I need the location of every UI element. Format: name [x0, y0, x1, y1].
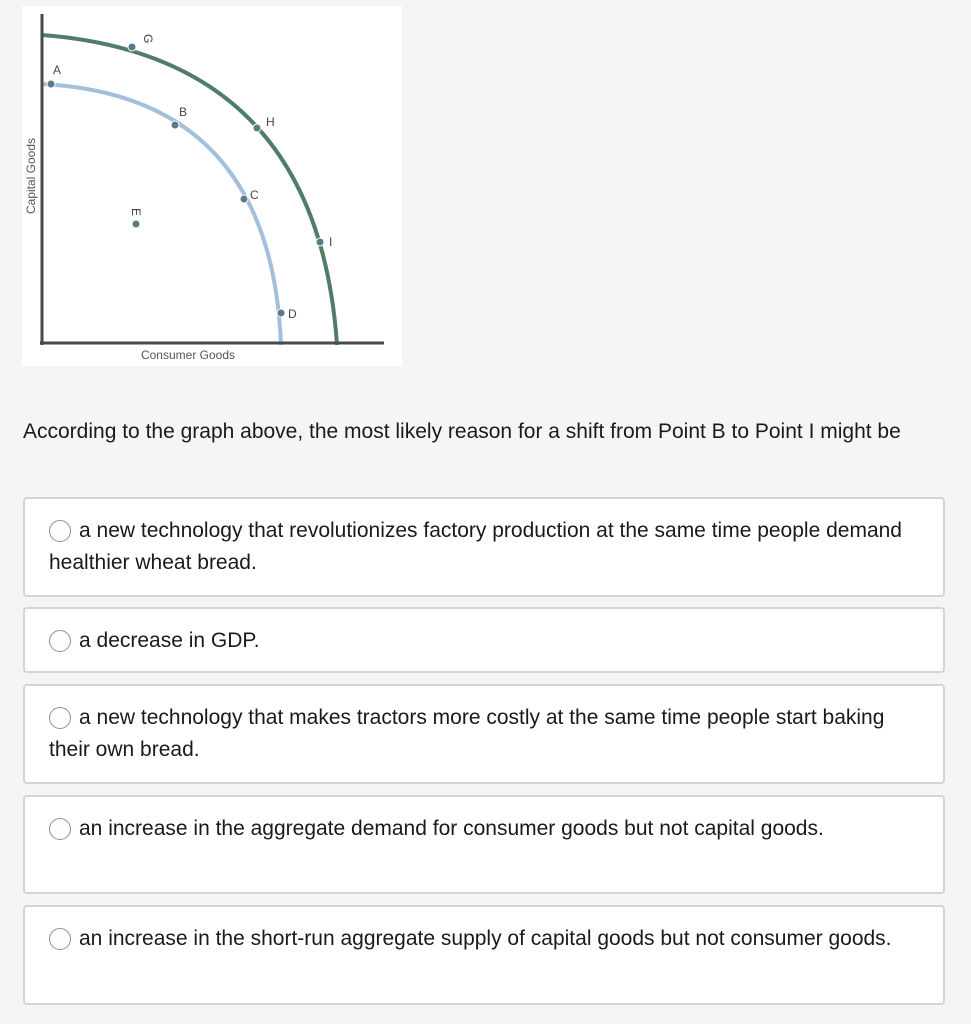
answer-option-2-label: a decrease in GDP.: [79, 629, 260, 652]
point-i-label: I: [329, 235, 333, 249]
point-d-label: D: [288, 307, 297, 321]
radio-button-4[interactable]: [49, 818, 71, 840]
ppf-graph-svg: [22, 6, 402, 366]
question-text: According to the graph above, the most likely reason for a shift from Point B to Point I might be: [23, 420, 901, 443]
answer-option-4[interactable]: [23, 795, 945, 894]
radio-button-2[interactable]: [49, 630, 71, 652]
point-h-label: H: [266, 115, 275, 129]
point-i-marker: [316, 238, 324, 246]
ppf-graph: [22, 6, 402, 366]
answer-option-3[interactable]: [23, 684, 945, 784]
x-axis-label: Consumer Goods: [140, 348, 236, 362]
answer-option-4-label: an increase in the aggregate demand for consumer goods but not capital goods.: [79, 817, 824, 840]
point-d-marker: [277, 309, 285, 317]
point-g-marker: [128, 43, 136, 51]
answer-option-3-label: a new technology that makes tractors more costly at the same time people start baking their own bread.: [49, 706, 885, 761]
point-c-label: C: [250, 188, 259, 202]
point-a-label: A: [53, 63, 62, 77]
y-axis-label: Capital Goods: [24, 137, 38, 215]
outer-ppf-curve: [42, 35, 337, 345]
answer-option-5[interactable]: [23, 905, 945, 1005]
point-b-label: B: [179, 105, 188, 119]
point-e-marker: [132, 220, 140, 228]
radio-button-3[interactable]: [49, 707, 71, 729]
radio-button-5[interactable]: [49, 928, 71, 950]
answer-option-1[interactable]: [23, 497, 945, 597]
answer-option-5-label: an increase in the short-run aggregate supply of capital goods but not consumer goods.: [79, 927, 892, 950]
answer-option-1-label: a new technology that revolutionizes factory production at the same time people demand healthier wheat bread.: [49, 519, 902, 574]
point-h-marker: [253, 124, 261, 132]
point-a-marker: [47, 80, 55, 88]
answer-option-2[interactable]: [23, 607, 945, 673]
point-g-label: G: [141, 34, 155, 44]
inner-ppf-curve: [42, 84, 281, 345]
radio-button-1[interactable]: [49, 520, 71, 542]
point-c-marker: [240, 195, 248, 203]
point-b-marker: [171, 121, 179, 129]
point-e-label: E: [129, 208, 143, 217]
